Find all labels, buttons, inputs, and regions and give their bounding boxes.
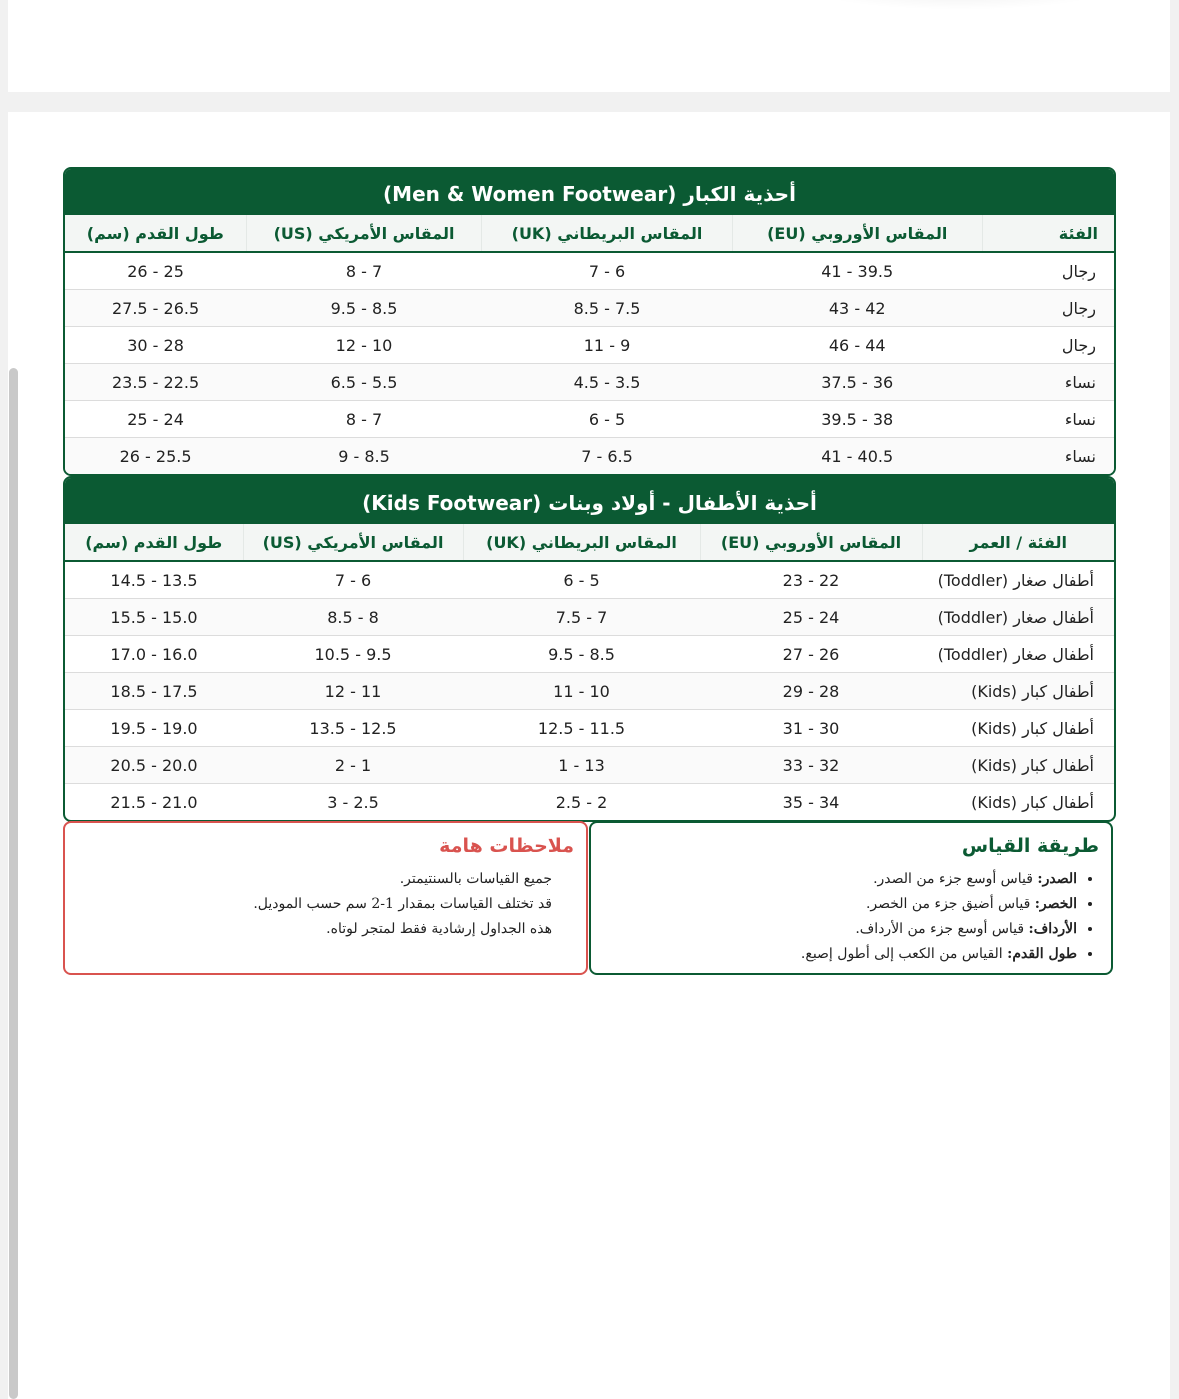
- table-cell: 7 - 8: [246, 401, 482, 438]
- table-cell: 30 - 31: [700, 710, 922, 747]
- measurement-list: [591, 867, 1111, 967]
- note-line: جميع القياسات بالسنتيمتر.: [399, 871, 552, 887]
- table-cell: 21.0 - 21.5: [65, 784, 243, 821]
- column-header: المقاس البريطاني (UK): [463, 524, 700, 561]
- table-cell: 1 - 2: [243, 747, 463, 784]
- table-cell: 11 - 12: [243, 673, 463, 710]
- table-cell: أطفال صغار (Toddler): [922, 636, 1114, 673]
- column-header: الفئة / العمر: [922, 524, 1114, 561]
- measurement-method-title: طريقة القياس: [961, 835, 1099, 857]
- table-cell: 6 - 7: [588, 261, 626, 281]
- table-cell: 7 - 7.5: [463, 599, 700, 636]
- table-cell: 8.5 - 9.5: [246, 290, 482, 327]
- table-row: [65, 673, 1114, 710]
- column-header: المقاس الأمريكي (US): [243, 524, 463, 561]
- measure-label: الخصر:: [1034, 896, 1077, 912]
- adult-table-title: أحذية الكبار (Men & Women Footwear): [65, 169, 1114, 215]
- list-item: [591, 917, 1077, 942]
- important-notes-box: [63, 821, 588, 975]
- measure-text: قياس أوسع جزء من الأرداف.: [855, 921, 1029, 937]
- table-cell: 7.5 - 8.5: [482, 290, 732, 327]
- table-cell: 17.5 - 18.5: [65, 673, 243, 710]
- table-cell: 2 - 2.5: [463, 784, 700, 821]
- table-cell: 28 - 29: [700, 673, 922, 710]
- table-cell: 12.5 - 13.5: [243, 710, 463, 747]
- table-row: [65, 327, 1114, 364]
- table-cell: رجال: [982, 327, 1114, 364]
- measure-text: القياس من الكعب إلى أطول إصبع.: [800, 946, 1008, 962]
- measurement-method-box: [589, 821, 1113, 975]
- note-line: هذه الجداول إرشادية فقط لمتجر لوتاه.: [326, 921, 552, 937]
- table-cell: 25 - 26: [127, 261, 184, 281]
- table-cell: 8.5 - 9: [246, 438, 482, 475]
- column-header: المقاس الأوروبي (EU): [700, 524, 922, 561]
- table-cell: رجال: [1061, 261, 1096, 281]
- table-cell: أطفال صغار (Toddler): [922, 599, 1114, 636]
- column-header: طول القدم (سم): [65, 215, 246, 252]
- table-cell: أطفال كبار (Kids): [922, 747, 1114, 784]
- table-cell: رجال: [982, 290, 1114, 327]
- table-row: [65, 401, 1114, 438]
- measure-label: طول القدم:: [1007, 946, 1077, 962]
- list-item: [591, 892, 1077, 917]
- table-row: [65, 438, 1114, 475]
- table-cell: 9.5 - 10.5: [243, 636, 463, 673]
- table-row: [65, 784, 1114, 821]
- table-cell: 6.5 - 7: [482, 438, 732, 475]
- table-cell: 32 - 33: [700, 747, 922, 784]
- table-row: [65, 636, 1114, 673]
- column-header: طول القدم (سم): [65, 524, 243, 561]
- table-row: [65, 747, 1114, 784]
- table-cell: نساء: [982, 438, 1114, 475]
- table-cell: 26.5 - 27.5: [65, 290, 246, 327]
- table-cell: 16.0 - 17.0: [65, 636, 243, 673]
- table-row: [65, 599, 1114, 636]
- table-cell: 40.5 - 41: [732, 438, 982, 475]
- table-cell: 7 - 8: [345, 261, 383, 281]
- vertical-scrollbar[interactable]: [9, 368, 18, 1399]
- top-card: [8, 0, 1170, 92]
- table-cell: 24 - 25: [65, 401, 246, 438]
- table-cell: 11.5 - 12.5: [463, 710, 700, 747]
- table-cell: 10 - 12: [246, 327, 482, 364]
- column-header: المقاس البريطاني (UK): [482, 215, 732, 252]
- table-cell: 34 - 35: [700, 784, 922, 821]
- table-cell: أطفال كبار (Kids): [922, 784, 1114, 821]
- measure-text: قياس أوسع جزء من الصدر.: [873, 871, 1038, 887]
- notes-list: [65, 867, 552, 942]
- column-header: المقاس الأوروبي (EU): [732, 215, 982, 252]
- column-header: الفئة: [982, 215, 1114, 252]
- table-cell: 36 - 37.5: [732, 364, 982, 401]
- table-cell: 9 - 11: [482, 327, 732, 364]
- table-cell: 38 - 39.5: [732, 401, 982, 438]
- column-header: المقاس الأمريكي (US): [246, 215, 482, 252]
- table-cell: 10 - 11: [463, 673, 700, 710]
- table-row: [65, 364, 1114, 401]
- top-card-shadow: [810, 0, 1110, 10]
- table-cell: أطفال صغار (Toddler): [937, 570, 1094, 590]
- table-cell: 15.0 - 15.5: [65, 599, 243, 636]
- table-cell: 25.5 - 26: [65, 438, 246, 475]
- table-cell: 5.5 - 6.5: [246, 364, 482, 401]
- table-cell: 39.5 - 41: [821, 261, 894, 281]
- table-cell: 6 - 7: [334, 570, 372, 590]
- table-cell: 5 - 6: [563, 570, 600, 590]
- table-cell: 24 - 25: [700, 599, 922, 636]
- note-line: قد تختلف القياسات بمقدار 1-2 سم حسب الموديل.: [253, 896, 552, 912]
- table-row: [65, 710, 1114, 747]
- important-notes-title: ملاحظات هامة: [439, 835, 574, 857]
- table-cell: 42 - 43: [732, 290, 982, 327]
- table-cell: 2.5 - 3: [243, 784, 463, 821]
- list-item: [591, 942, 1077, 967]
- measure-label: الأرداف:: [1028, 921, 1077, 937]
- table-cell: 22 - 23: [782, 570, 840, 590]
- table-row: [65, 561, 1114, 599]
- table-cell: 13.5 - 14.5: [110, 570, 198, 590]
- kids-table-grid: [65, 524, 1114, 820]
- table-cell: 8 - 8.5: [243, 599, 463, 636]
- table-cell: 5 - 6: [482, 401, 732, 438]
- table-cell: 26 - 27: [700, 636, 922, 673]
- table-cell: نساء: [982, 364, 1114, 401]
- table-cell: 19.0 - 19.5: [65, 710, 243, 747]
- list-item: [591, 867, 1077, 892]
- table-cell: أطفال كبار (Kids): [922, 673, 1114, 710]
- table-cell: أطفال كبار (Kids): [922, 710, 1114, 747]
- table-cell: 22.5 - 23.5: [65, 364, 246, 401]
- table-cell: نساء: [982, 401, 1114, 438]
- table-row: [65, 252, 1114, 290]
- adult-table-grid: [65, 215, 1114, 474]
- adult-table-header-row: [65, 215, 1114, 252]
- adult-size-table: [63, 167, 1116, 476]
- table-cell: 13 - 1: [463, 747, 700, 784]
- measure-label: الصدر:: [1037, 871, 1077, 887]
- table-cell: 3.5 - 4.5: [482, 364, 732, 401]
- kids-table-header-row: [65, 524, 1114, 561]
- table-cell: 20.0 - 20.5: [65, 747, 243, 784]
- table-cell: 28 - 30: [65, 327, 246, 364]
- table-row: [65, 290, 1114, 327]
- table-cell: 8.5 - 9.5: [463, 636, 700, 673]
- measure-text: قياس أضيق جزء من الخصر.: [865, 896, 1035, 912]
- kids-table-title: أحذية الأطفال - أولاد وبنات (Kids Footwear): [65, 478, 1114, 524]
- kids-size-table: [63, 476, 1116, 822]
- table-cell: 44 - 46: [732, 327, 982, 364]
